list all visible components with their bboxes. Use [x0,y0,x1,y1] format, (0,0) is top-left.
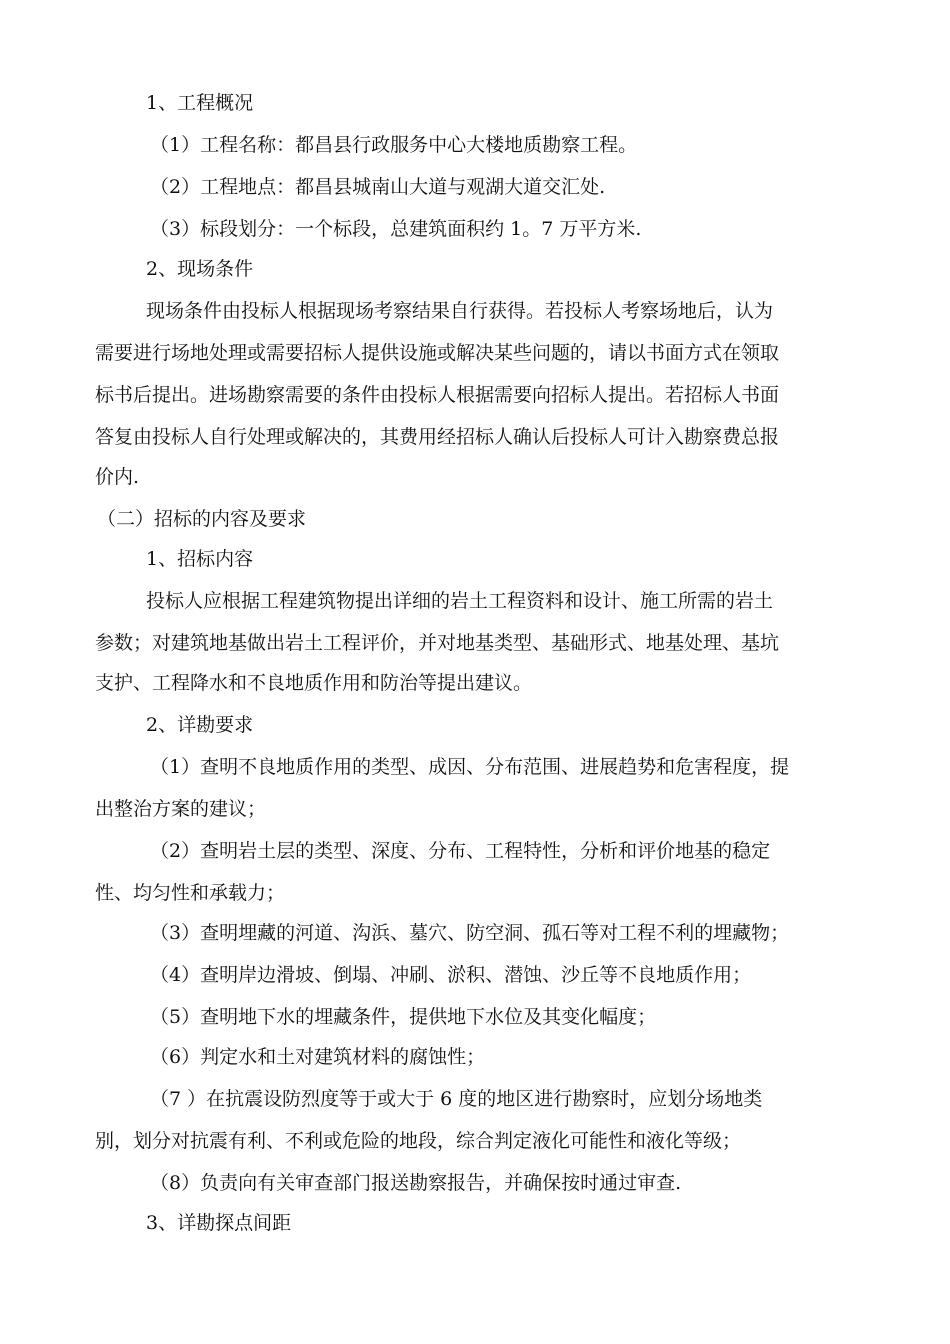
heading-survey-point-spacing: 3、详勘探点间距 [146,1212,292,1234]
item-section-division: （3）标段划分：一个标段，总建筑面积约 1。7 万平方米. [150,218,642,240]
list-item: （6）判定水和土对建筑材料的腐蚀性； [150,1046,486,1068]
heading-site-conditions: 2、现场条件 [146,258,254,280]
paragraph-line: 支护、工程降水和不良地质作用和防治等提出建议。 [95,672,533,694]
heading-bidding-content: 1、招标内容 [146,548,254,570]
list-item: （8）负责向有关审查部门报送勘察报告，并确保按时通过审查. [150,1172,682,1194]
paragraph-line: 投标人应根据工程建筑物提出详细的岩土工程资料和设计、施工所需的岩土 [146,590,774,612]
list-item: （7 ）在抗震设防烈度等于或大于 6 度的地区进行勘察时，应划分场地类 [150,1088,763,1110]
list-item: （2）查明岩土层的类型、深度、分布、工程特性，分析和评价地基的稳定 [150,840,771,862]
paragraph-line: 参数；对建筑地基做出岩土工程评价，并对地基类型、基础形式、地基处理、基坑 [95,632,780,654]
item-project-name: （1）工程名称：都昌县行政服务中心大楼地质勘察工程。 [150,134,638,156]
heading-detailed-survey-requirements: 2、详勘要求 [146,714,254,736]
section-heading-bidding-content: （二）招标的内容及要求 [97,508,307,530]
paragraph-line: 需要进行场地处理或需要招标人提供设施或解决某些问题的，请以书面方式在领取 [95,342,780,364]
list-item-continuation: 性、均匀性和承载力； [95,882,286,904]
list-item: （3）查明埋藏的河道、沟浜、墓穴、防空洞、孤石等对工程不利的埋藏物； [150,922,790,944]
list-item: （5）查明地下水的埋藏条件，提供地下水位及其变化幅度； [150,1006,657,1028]
paragraph-line: 答复由投标人自行处理或解决的，其费用经招标人确认后投标人可计入勘察费总报 [95,426,780,448]
paragraph-line: 现场条件由投标人根据现场考察结果自行获得。若投标人考察场地后，认为 [146,300,774,322]
list-item: （1）查明不良地质作用的类型、成因、分布范围、进展趋势和危害程度，提 [150,756,790,778]
heading-project-overview: 1、工程概况 [146,92,254,114]
list-item: （4）查明岸边滑坡、倒塌、冲刷、淤积、潜蚀、沙丘等不良地质作用； [150,964,752,986]
paragraph-line: 价内. [95,466,140,488]
paragraph-line: 标书后提出。进场勘察需要的条件由投标人根据需要向招标人提出。若招标人书面 [95,384,780,406]
list-item-continuation: 别，划分对抗震有利、不利或危险的地段，综合判定液化可能性和液化等级； [95,1130,742,1152]
item-project-location: （2）工程地点：都昌县城南山大道与观湖大道交汇处. [150,176,606,198]
list-item-continuation: 出整治方案的建议； [95,798,267,820]
